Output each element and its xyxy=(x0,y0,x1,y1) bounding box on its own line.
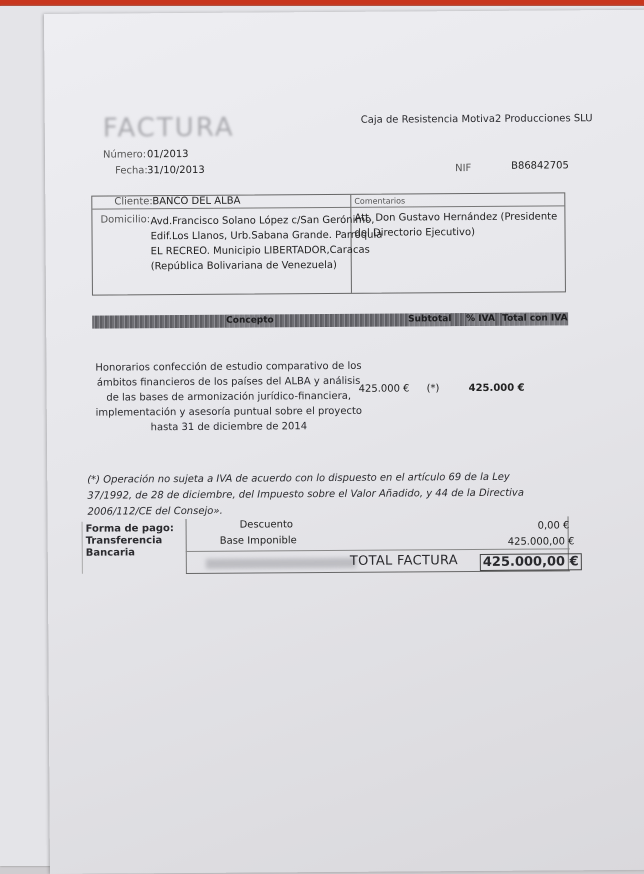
payment-method-label: Forma de pago: xyxy=(85,523,174,535)
client-box xyxy=(91,192,566,295)
total-factura-value: 425.000,00 € xyxy=(480,553,582,571)
numero-value: 01/2013 xyxy=(146,148,189,161)
comentarios-value: Att. Don Gustavo Hernández (Presidente del Directorio Ejecutivo) xyxy=(354,211,558,239)
line-item-iva: (*) xyxy=(426,383,440,395)
fecha-value: 31/10/2013 xyxy=(147,164,205,177)
line-item-description: Honorarios confección de estudio comparativo de los ámbitos financieros de los países del ALBA y análisis de las bases de armonización jurídico-financiera, implementación y asesoría puntual sobre el proyecto hasta 31 de diciembre de 2014 xyxy=(95,360,363,434)
descuento-label: Descuento xyxy=(239,519,294,531)
items-table-header xyxy=(92,312,568,328)
header-iva: % IVA xyxy=(466,313,496,325)
numero-label: Número: xyxy=(102,149,147,161)
company-name: Caja de Resistencia Motiva2 Producciones SLU xyxy=(360,113,593,126)
payment-bottom-rule xyxy=(186,570,570,574)
cliente-label: Cliente: xyxy=(114,196,153,208)
invoice-title: FACTURA xyxy=(102,112,235,144)
domicilio-value: Avd.Francisco Solano López c/San Gerónimo, Edif.Los Llanos, Urb.Sabana Grande. Parroquia EL RECREO. Municipio LIBERTADOR,Caracas (República Bolivariana de Venezuela) xyxy=(150,214,383,273)
nif-value: B86842705 xyxy=(511,160,569,172)
header-subtotal: Subtotal xyxy=(408,314,452,325)
cliente-value: BANCO DEL ALBA xyxy=(152,195,241,208)
comentarios-label: Comentarios xyxy=(354,196,406,206)
payment-method-line2: Transferencia xyxy=(85,535,163,547)
payment-left-rule xyxy=(82,522,83,574)
payment-mid-rule xyxy=(186,548,570,552)
fecha-label: Fecha: xyxy=(115,165,148,177)
header-total-con-iva: Total con IVA xyxy=(502,313,568,324)
descuento-value: 0,00 € xyxy=(537,520,570,532)
line-item-total: 425.000 € xyxy=(468,382,525,395)
domicilio-label: Domicilio: xyxy=(100,214,151,226)
payment-divider-left xyxy=(186,519,187,573)
base-imponible-label: Base Imponible xyxy=(219,535,297,547)
payment-summary xyxy=(82,516,579,575)
obscured-strip xyxy=(206,558,356,569)
invoice-page xyxy=(44,10,644,874)
payment-method-line3: Bancaria xyxy=(85,547,136,559)
nif-label: NIF xyxy=(455,163,472,175)
base-imponible-value: 425.000,00 € xyxy=(507,536,575,548)
line-item-subtotal: 425.000 € xyxy=(358,383,410,395)
total-factura-label: TOTAL FACTURA xyxy=(349,553,459,569)
comment-underline xyxy=(351,205,564,207)
header-concepto: Concepto xyxy=(226,315,274,326)
tax-exemption-note: (*) Operación no sujeta a IVA de acuerdo con lo dispuesto en el artículo 69 de la Ley 37/1992, de 28 de diciembre, del Impuesto sobre el Valor Añadido, y 44 de la Directiva 2006/112/CE del Consejo». xyxy=(87,471,524,518)
